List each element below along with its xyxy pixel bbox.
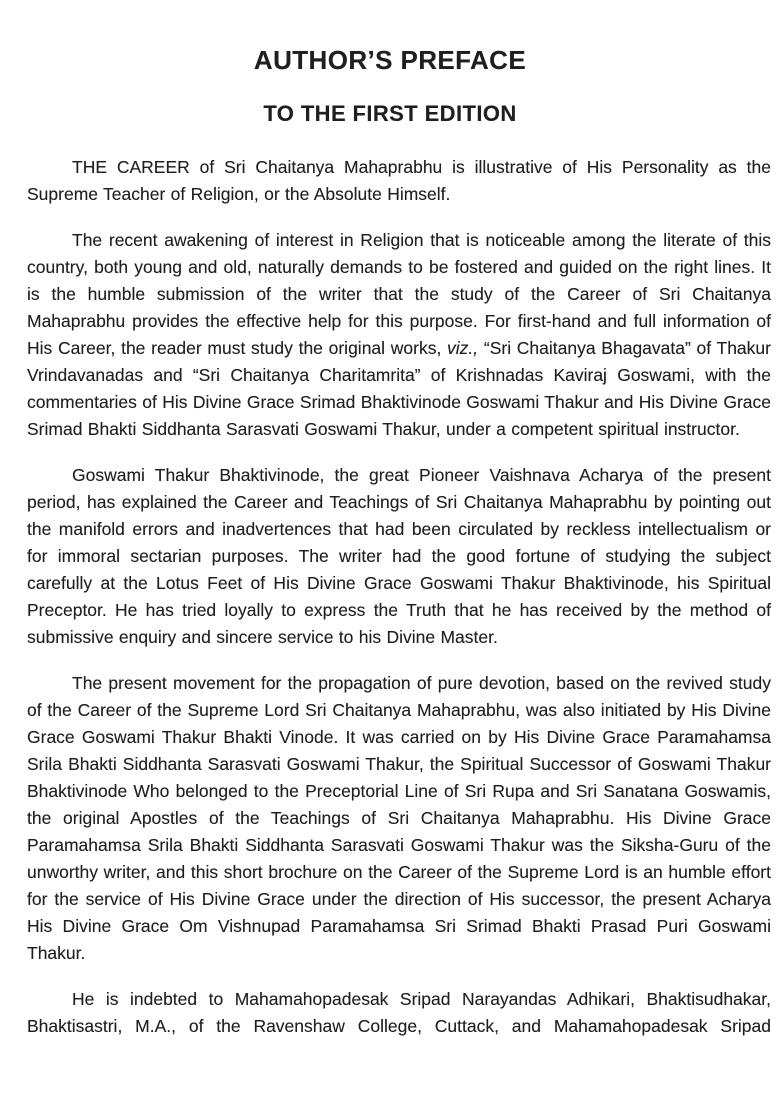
preface-title: AUTHOR’S PREFACE xyxy=(253,45,527,75)
preface-paragraph: The present movement for the propagation of pure devotion, based on the revived study of the Career of the Supreme Lord Sri Chaitanya Mahaprabhu, was also initiated by His Divine Grace Goswami Thakur Bhakti Vinode. It was carried on by His Divine Grace Paramahamsa Srila Bhakti Siddhanta Sarasvati Goswami Thakur, the Spiritual Successor of Goswami Thakur Bhaktivinode Who belonged to the Preceptorial Line of Sri Rupa and Sri Sanatana Goswamis, the original Apostles of the Teachings of Sri Chaitanya Mahaprabhu. His Divine Grace Paramahamsa Srila Bhakti Siddhanta Sarasvati Goswami Thakur was the Siksha-Guru of the unworthy writer, and this short brochure on the Career of the Supreme Lord is an humble effort for the service of His Divine Grace under the direction of His successor, the present Acharya His Divine Grace Om Vishnupad Paramahamsa Sri Srimad Bhakti Prasad Puri Goswami Thakur. xyxy=(27,673,771,963)
preface-paragraph: THE CAREER of Sri Chaitanya Mahaprabhu is illustrative of His Personality as the Supreme Teacher of Religion, or the Absolute Himself. xyxy=(27,157,771,204)
edition-subtitle: TO THE FIRST EDITION xyxy=(263,101,517,126)
preface-paragraph: He is indebted to Mahamahopadesak Sripad Narayandas Adhikari, Bhaktisudhakar, Bhaktisastri, M.A., of the Ravenshaw College, Cuttack, and Mahamahopadesak Sripad xyxy=(27,989,771,1036)
preface-paragraph: Goswami Thakur Bhaktivinode, the great Pioneer Vaishnava Acharya of the present period, has explained the Career and Teachings of Sri Chaitanya Mahaprabhu by pointing out the manifold errors and inadvertences that had been circulated by reckless intellectualism or for immoral sectarian purposes. The writer had the good fortune of studying the subject carefully at the Lotus Feet of His Divine Grace Goswami Thakur Bhaktivinode, his Spiritual Preceptor. He has tried loyally to express the Truth that he has received by the method of submissive enquiry and sincere service to his Divine Master. xyxy=(27,465,771,647)
italic-text: viz., xyxy=(447,338,479,358)
preface-paragraph: The recent awakening of interest in Religion that is noticeable among the literate of this country, both young and old, naturally demands to be fostered and guided on the right lines. It is the humble submission of the writer that the study of the Career of Sri Chaitanya Mahaprabhu provides the effective help for this purpose. For first-hand and full information of His Career, the reader must study the original works, viz., “Sri Chaitanya Bhagavata” of Thakur Vrindavanadas and “Sri Chaitanya Charitamrita” of Krishnadas Kaviraj Goswami, with the commentaries of His Divine Grace Srimad Bhaktivinode Goswami Thakur and His Divine Grace Srimad Bhakti Siddhanta Sarasvati Goswami Thakur, under a competent spiritual instructor. xyxy=(27,230,771,439)
preface-body xyxy=(27,154,771,1040)
